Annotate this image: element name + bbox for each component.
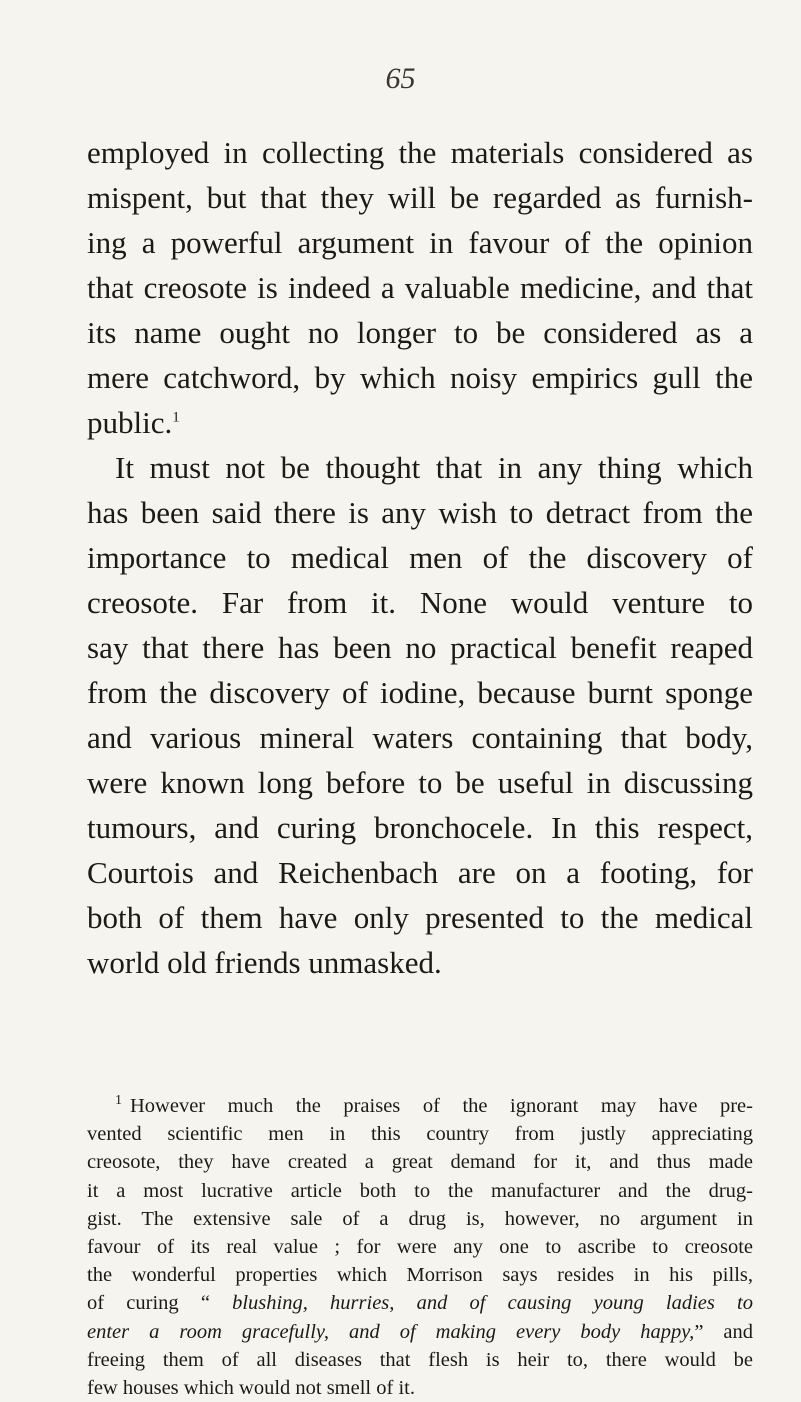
page-number: 65 (385, 62, 416, 95)
footnote-line: freeing them of all diseases that flesh is heir to, there would be (87, 1348, 753, 1371)
text-line: employed in collecting the materials considered as (87, 135, 753, 170)
text-line: were known long before to be useful in discussing (87, 765, 753, 800)
footnote-line: creosote, they have created a great demand for it, and thus made (87, 1151, 753, 1174)
text-line: tumours, and curing bronchocele. In this respect, (87, 810, 753, 845)
footnote-line (87, 1318, 753, 1346)
text-line-paragraph-start: It must not be thought that in any thing which (115, 450, 753, 485)
footnote-line: the wonderful properties which Morrison says resides in his pills, (87, 1264, 753, 1287)
footnote-line (87, 1289, 753, 1317)
text-line: has been said there is any wish to detract from the (87, 495, 753, 530)
footnote-line: gist. The extensive sale of a drug is, however, no argument in (87, 1207, 753, 1230)
text-line: importance to medical men of the discovery of (87, 540, 753, 575)
footnote (87, 1092, 753, 1402)
footnote-line: it a most lucrative article both to the manufacturer and the drug- (87, 1179, 753, 1202)
text-segment: public. (87, 405, 173, 440)
footnote-line-end: few houses which would not smell of it. (87, 1376, 415, 1399)
text-segment: However much the praises of the ignorant may have pre- (130, 1095, 753, 1117)
footnote-line (87, 1092, 753, 1120)
footnote-line: favour of its real value ; for were any one to ascribe to creosote (87, 1235, 753, 1258)
text-line: both of them have only presented to the medical (87, 900, 753, 935)
text-line-end-paragraph (87, 400, 753, 445)
text-segment: of curing “ (87, 1292, 233, 1315)
text-line: its name ought no longer to be considered as a (87, 315, 753, 350)
footnote-line: vented scientific men in this country from justly appreciating (87, 1123, 753, 1146)
main-text (87, 130, 753, 985)
text-line: mere catchword, by which noisy empirics gull the (87, 360, 753, 395)
text-line: say that there has been no practical benefit reaped (87, 630, 753, 665)
footnote-reference[interactable]: 1 (172, 409, 180, 426)
text-line: creosote. Far from it. None would venture to (87, 585, 753, 620)
text-line: mispent, but that they will be regarded as furnish- (87, 180, 753, 215)
text-line-end-paragraph: world old friends unmasked. (87, 945, 442, 980)
text-line: Courtois and Reichenbach are on a footing, for (87, 855, 753, 890)
footnote-marker: 1 (115, 1093, 122, 1109)
text-segment: ” and (694, 1320, 754, 1343)
quoted-italic-text: enter a room gracefully, and of making every body happy, (87, 1320, 695, 1343)
text-line: that creosote is indeed a valuable medicine, and that (87, 270, 753, 305)
text-line: and various mineral waters containing that body, (87, 720, 753, 755)
text-line: from the discovery of iodine, because burnt sponge (87, 675, 753, 710)
text-line: ing a powerful argument in favour of the opinion (87, 225, 753, 260)
quoted-italic-text: blushing, hurries, and of causing young ladies to (232, 1292, 753, 1315)
